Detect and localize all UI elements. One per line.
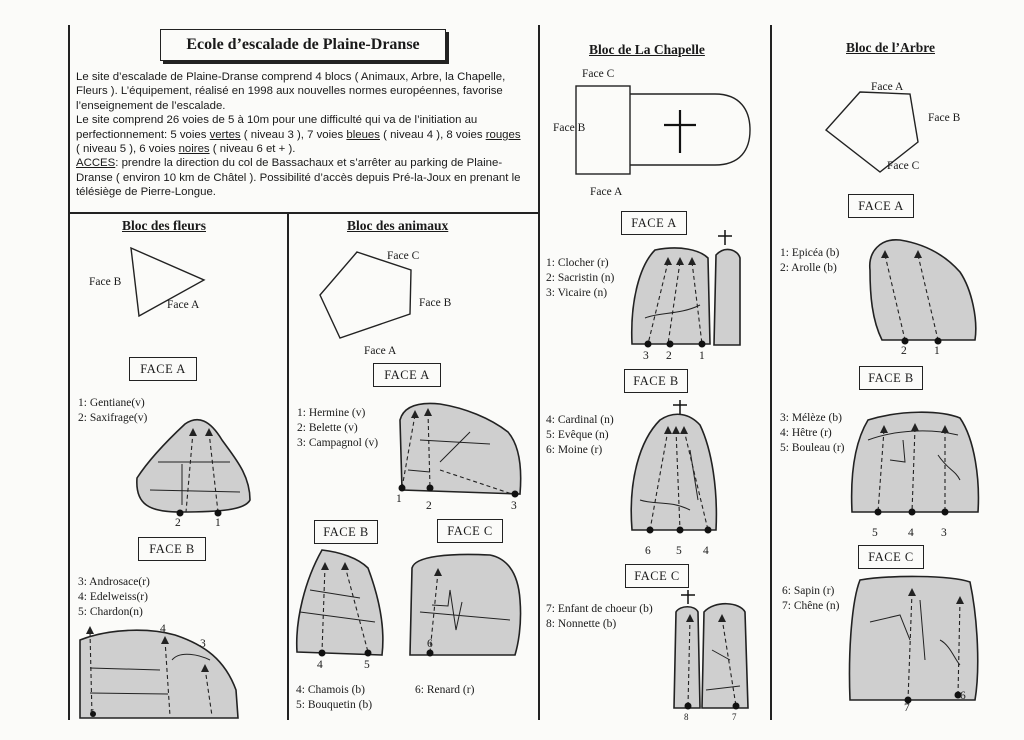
column-divider-2	[770, 25, 772, 720]
arbre-face-b-label: FACE B	[859, 366, 923, 390]
arbre-face-c-label: FACE C	[858, 545, 924, 569]
chapelle-face-c-routes: 7: Enfant de choeur (b) 8: Nonnette (b)	[546, 603, 653, 630]
intro-text	[76, 70, 526, 200]
chapelle-face-a-num-3: 3	[643, 350, 649, 362]
chapelle-face-b-num-4: 4	[703, 545, 709, 557]
animaux-face-c-routes: 6: Renard (r)	[415, 684, 475, 696]
chapelle-face-a-label: FACE A	[621, 211, 687, 235]
chapelle-face-a-num-2: 2	[666, 350, 672, 362]
fleurs-face-a-num-1: 1	[215, 517, 221, 529]
animaux-face-b-num-4: 4	[317, 659, 323, 671]
animaux-face-b-num-5: 5	[364, 659, 370, 671]
arbre-plan-face-a: Face A	[871, 81, 904, 93]
chapelle-face-b-label: FACE B	[624, 369, 688, 393]
fleurs-face-a-num-2: 2	[175, 517, 181, 529]
fleurs-face-b-num-4: 4	[160, 623, 166, 635]
animaux-face-b-routes: 4: Chamois (b) 5: Bouquetin (b)	[296, 684, 373, 711]
arbre-face-c-num-6: 6	[960, 690, 966, 702]
chapelle-title: Bloc de La Chapelle	[589, 42, 705, 57]
fleurs-plan-face-b: Face B	[89, 276, 122, 288]
animaux-face-c-num-6: 6	[427, 638, 433, 650]
chapelle-face-c-num-7: 7	[732, 712, 737, 722]
animaux-face-a-label: FACE A	[373, 363, 441, 387]
fleurs-plan-face-a: Face A	[167, 299, 200, 311]
chapelle-face-c-label: FACE C	[625, 564, 689, 588]
fleurs-title: Bloc des fleurs	[122, 218, 206, 233]
animaux-face-a-num-3: 3	[511, 500, 517, 512]
chapelle-face-b-num-5: 5	[676, 545, 682, 557]
arbre-face-c-routes: 6: Sapin (r) 7: Chêne (n)	[782, 585, 840, 612]
animaux-face-a-routes: 1: Hermine (v) 2: Belette (v) 3: Campagnol (v)	[297, 407, 379, 449]
chapelle-face-b-routes: 4: Cardinal (n) 5: Evêque (n) 6: Moine (r)	[546, 414, 614, 456]
fleurs-face-b-label: FACE B	[138, 537, 206, 561]
chapelle-plan-face-c: Face C	[582, 68, 615, 80]
intro-acces: ACCES: prendre la direction du col de Bassachaux et s’arrêter au parking de Plaine-Dranse ( environ 10 km de Châtel ). Possibilité d’accès depuis Pré-la-Joux en prenant le télésiège de Pierre-Longue.	[76, 157, 521, 199]
animaux-plan-face-a: Face A	[364, 345, 397, 357]
chapelle-plan-face-b: Face B	[553, 122, 586, 134]
arbre-face-b-num-5: 5	[872, 527, 878, 539]
intro-paragraph-2: Le site comprend 26 voies de 5 à 10m pour une difficulté qui va de l’initiation au perfectionnement: 5 voies vertes ( niveau 3 ), 7 voies bleues ( niveau 4 ), 8 voies rouges ( niveau 5 ), 6 voies noires ( niveau 6 et + ).	[76, 114, 521, 156]
arbre-face-c-rock	[0, 0, 1, 1]
arbre-face-a-label: FACE A	[848, 194, 914, 218]
animaux-title: Bloc des animaux	[347, 218, 449, 233]
fleurs-face-b-num-3: 3	[200, 638, 206, 650]
chapelle-face-c-num-8: 8	[684, 712, 689, 722]
animaux-face-b-label: FACE B	[314, 520, 378, 544]
fleurs-face-a-routes: 1: Gentiane(v) 2: Saxifrage(v)	[78, 397, 148, 424]
arbre-face-c-num-7: 7	[904, 702, 910, 714]
fleurs-face-b-num-5: 5	[90, 708, 95, 718]
left-border-line	[68, 25, 70, 720]
animaux-plan-face-c: Face C	[387, 250, 420, 262]
fleurs-face-a-label: FACE A	[129, 357, 197, 381]
intro-paragraph-1: Le site d’escalade de Plaine-Dranse comprend 4 blocs ( Animaux, Arbre, la Chapelle, Fleurs ). L’équipement, réalisé en 1998 aux nouvelles normes européennes, favorise l’enseignement de l’escalade.	[76, 71, 506, 112]
chapelle-face-a-routes: 1: Clocher (r) 2: Sacristin (n) 3: Vicaire (n)	[546, 257, 615, 299]
chapelle-plan-face-a: Face A	[590, 186, 623, 198]
intro-bottom-line	[68, 212, 538, 214]
page-title: Ecole d’escalade de Plaine-Dranse	[160, 29, 446, 61]
chapelle-face-a-num-1: 1	[699, 350, 705, 362]
animaux-face-a-num-2: 2	[426, 500, 432, 512]
arbre-title: Bloc de l’Arbre	[846, 40, 935, 55]
arbre-face-b-num-3: 3	[941, 527, 947, 539]
animaux-plan-face-b: Face B	[419, 297, 452, 309]
arbre-plan-face-b: Face B	[928, 112, 961, 124]
arbre-face-a-num-1: 1	[934, 345, 940, 357]
column-divider-1	[538, 25, 540, 720]
arbre-face-b-routes: 3: Mélèze (b) 4: Hêtre (r) 5: Bouleau (r)	[780, 412, 845, 454]
arbre-face-b-num-4: 4	[908, 527, 914, 539]
arbre-face-a-num-2: 2	[901, 345, 907, 357]
animaux-face-c-label: FACE C	[437, 519, 503, 543]
chapelle-face-b-num-6: 6	[645, 545, 651, 557]
arbre-face-a-routes: 1: Epicéa (b) 2: Arolle (b)	[780, 247, 840, 274]
fleurs-animaux-divider	[287, 212, 289, 720]
arbre-plan-face-c: Face C	[887, 160, 920, 172]
animaux-face-a-num-1: 1	[396, 493, 402, 505]
fleurs-face-b-routes: 3: Androsace(r) 4: Edelweiss(r) 5: Chardon(n)	[78, 576, 150, 618]
